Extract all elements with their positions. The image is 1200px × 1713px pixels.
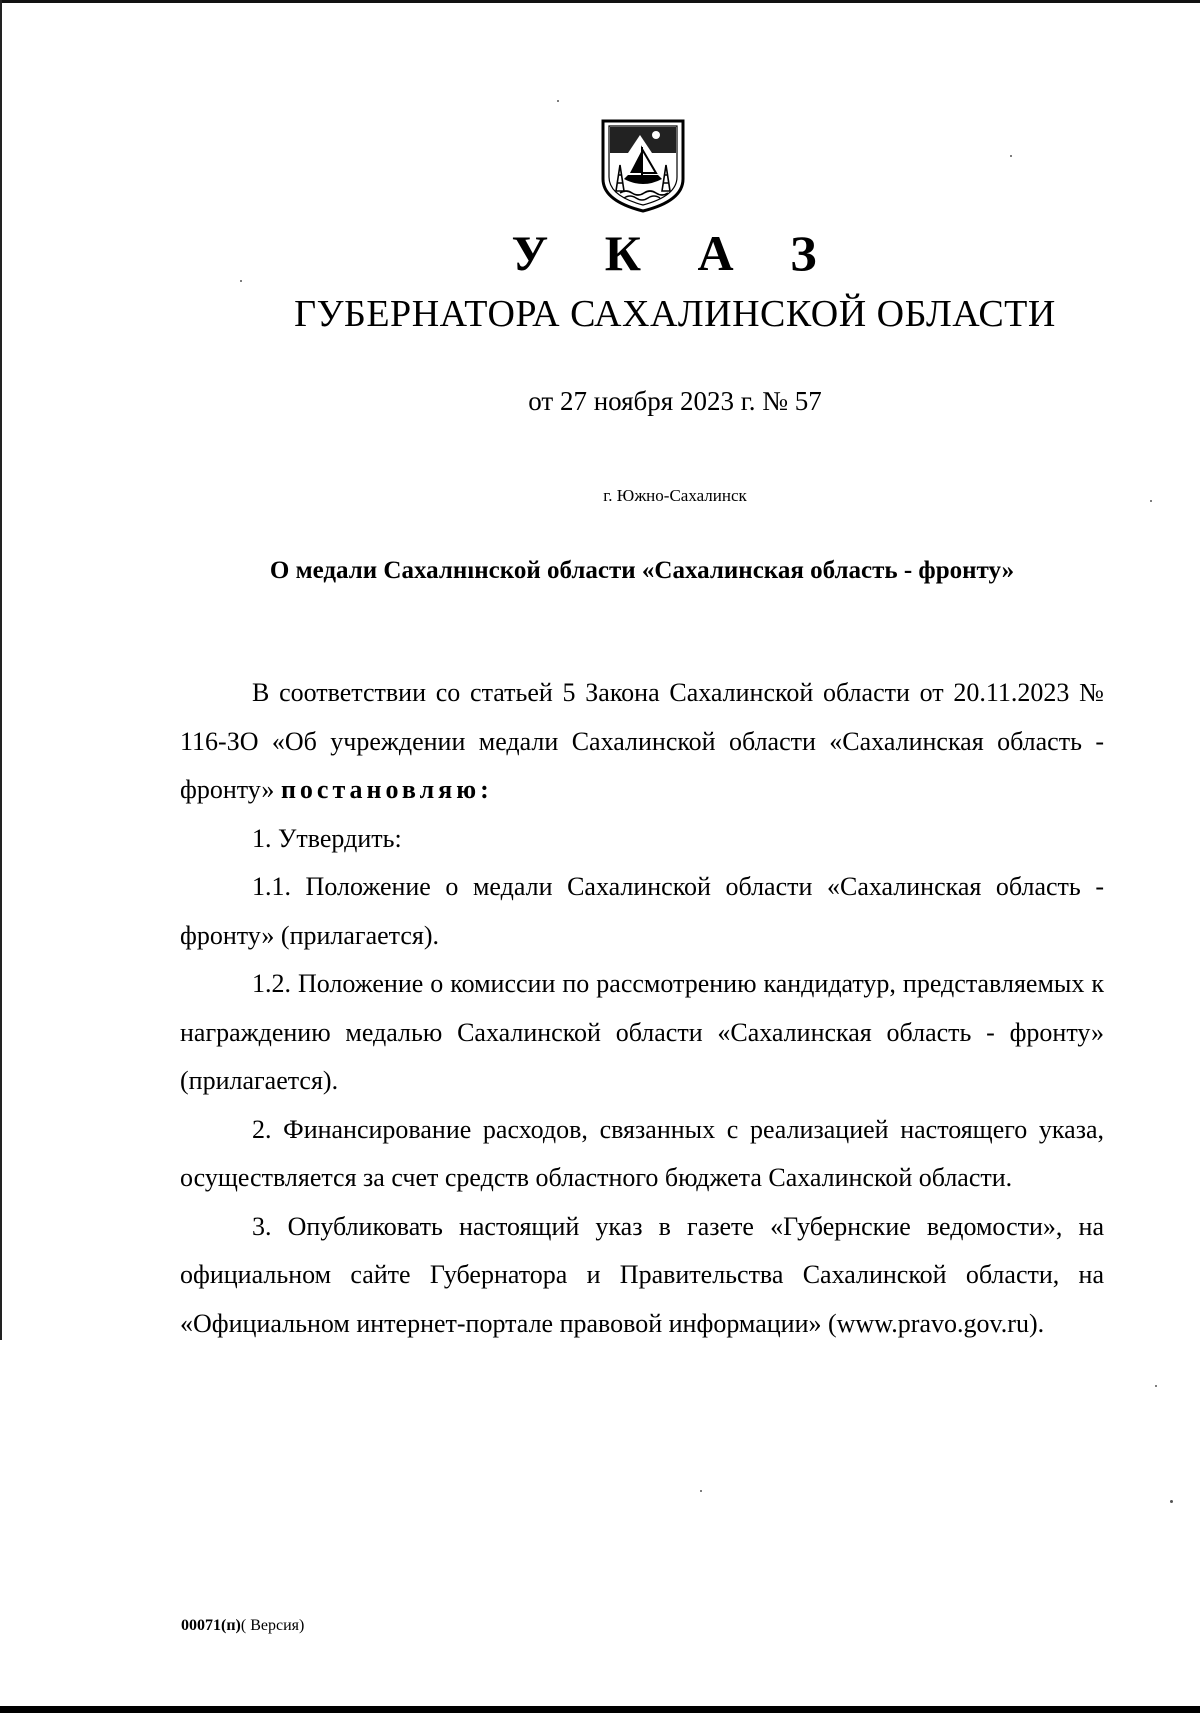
scan-edge-bottom: [0, 1706, 1200, 1713]
scan-speck: [240, 280, 242, 282]
document-type-title: У К А З: [511, 225, 839, 281]
paragraph-item-3: 3. Опубликовать настоящий указ в газете «Губернские ведомости», на официальном сайте Губернатора и Правительства Сахалинской области, на «Официальном интернет-портале правовой информации» (www.pravo.gov.ru).: [180, 1211, 1104, 1338]
scan-speck: [1010, 155, 1012, 157]
city-name: г. Южно-Сахалинск: [603, 486, 747, 505]
scan-edge-top: [0, 0, 1200, 3]
decree-body: [180, 669, 1104, 1348]
scan-speck: [1150, 500, 1152, 502]
document-version: ( Версия): [240, 1617, 305, 1634]
scan-speck: [700, 1490, 702, 1492]
scan-edge-left: [0, 0, 2, 1340]
scan-speck: [1155, 1385, 1157, 1387]
sakhalin-coat-of-arms-icon: [600, 117, 686, 213]
paragraph-item-2: 2. Финансирование расходов, связанных с реализацией настоящего указа, осуществляется за счет средств областного бюджета Сахалинской области.: [180, 1114, 1104, 1192]
document-code: [181, 1617, 304, 1635]
intro-paragraph: [180, 669, 1104, 815]
scan-speck: [557, 100, 559, 102]
paragraph-item-1: 1. Утвердить:: [252, 823, 402, 853]
intro-text: В соответствии со статьей 5 Закона Сахалинской области от 20.11.2023 № 116-ЗО «Об учреждении медали Сахалинской области «Сахалинская область - фронту»: [180, 678, 1104, 804]
document-code-number: 00071(п): [181, 1617, 241, 1634]
paragraph-item-1-2: 1.2. Положение о комиссии по рассмотрению кандидатур, представляемых к награждению медалью Сахалинской области «Сахалинская область - фронту» (прилагается).: [180, 969, 1104, 1095]
decree-heading: О медали Сахалнıнской области «Сахалинская область - фронту»: [269, 557, 1015, 584]
intro-emphasis: постановляю:: [280, 775, 493, 804]
paragraph-item-1-1: 1.1. Положение о медали Сахалинской области «Сахалинская область - фронту» (прилагается).: [180, 872, 1104, 950]
issuer-subtitle: ГУБЕРНАТОРА САХАЛИНСКОЙ ОБЛАСТИ: [294, 293, 1056, 335]
date-and-number: от 27 ноября 2023 г. № 57: [528, 386, 822, 416]
scan-speck: [1170, 1500, 1173, 1503]
